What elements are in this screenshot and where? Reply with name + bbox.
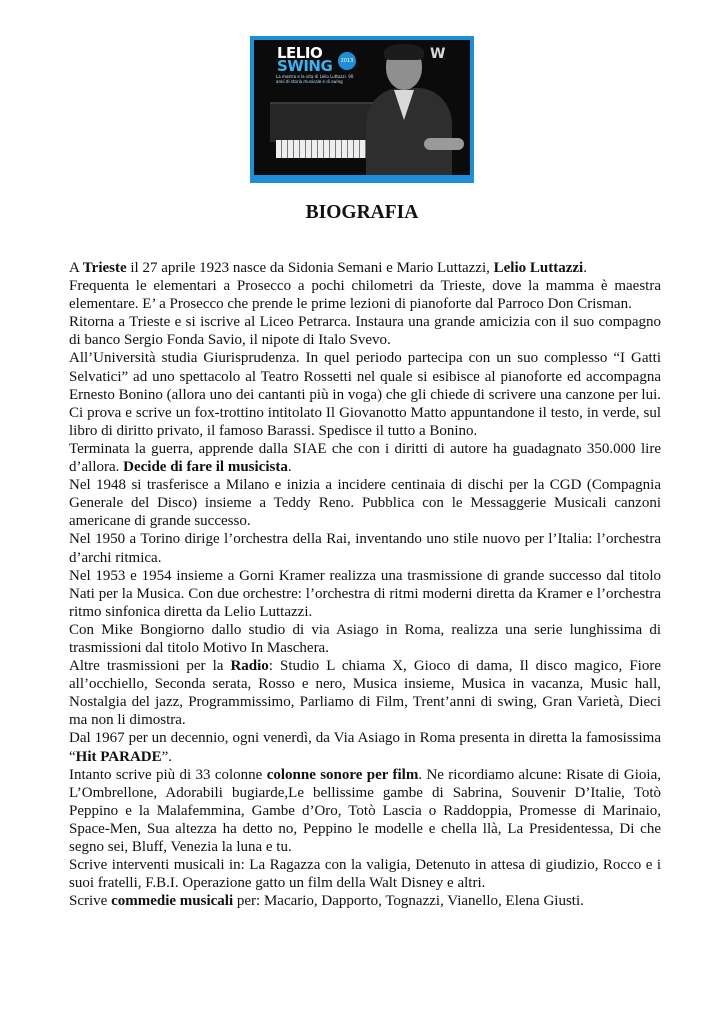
bold-text: Lelio Luttazzi (493, 260, 584, 276)
text-run: . Ne ricordiamo alcune: Risate di Gioia, L’Ombrellone, Adorabili bugiarde,Le bellissime gambe di Sabrina, Souvenir D’Italie, Totò Peppino e la Malafemmina, Gambe d’Oro, Totò Lascia o Raddoppia, Promesse di Marinaio, Space-Men, Sua altezza ha detto no, Peppino le modelle e chella llà, La Presidentessa, Di che segno sei, Bluff, Venezia la luna e tu. (69, 766, 662, 855)
bold-text: Decide di fare il musicista (123, 459, 288, 476)
pianist-hands (424, 138, 464, 150)
logo-swing: SWING (277, 57, 333, 75)
text-run: Frequenta le elementari a Prosecco a pochi chilometri da Trieste, dove la mamma è maestra elementare. E’ a Prosecco che prende le prime lezioni di pianoforte dal Parroco Don Crisman. (69, 278, 661, 313)
text-run: per: Macario, Dapporto, Tognazzi, Vianello, Elena Giusti. (233, 893, 584, 910)
bold-text: Radio (230, 658, 269, 675)
text-run: . (287, 459, 292, 476)
text-run: Dal 1967 per un decennio, ogni venerdì, da Via Asiago in Roma presenta in diretta la famosissima “ (69, 730, 661, 765)
biography-paragraph (69, 313, 661, 349)
header-photo (254, 40, 470, 175)
text-run: Terminata la guerra, apprende dalla SIAE che con i diritti di autore ha guadagnato 350.000 lire d’allora. (69, 440, 661, 476)
text-run: Nel 1950 a Torino dirige l’orchestra della Rai, inventando uno stile nuovo per l’Italia: l’orchestra d’archi ritmica. (69, 531, 661, 566)
text-run: All’Università studia Giurisprudenza. In quel periodo partecipa con un suo complesso “I Gatti Selvatici” ad uno spettacolo al Teatro Rossetti nel quale si esibisce al pianoforte ed accompagna Ernesto Bonino (allora uno dei cantanti più in voga) che gli chiede di scrivere una canzone per lui. Ci prova e scrive un fox-trottino intitolato Il Giovanotto Matto appuntandone il testo, in verde, sul libro di diritto privato, il famoso Barassi. Spedisce il tutto a Bonino. (69, 350, 661, 439)
biography-paragraph (69, 277, 661, 313)
text-run: ”. (161, 748, 173, 765)
text-run: Con Mike Bongiorno dallo studio di via Asiago in Roma, realizza una serie lunghissima di trasmissioni dal titolo Motivo In Maschera. (69, 621, 661, 656)
text-run: Nel 1948 si trasferisce a Milano e inizia a incidere centinaia di dischi per la CGD (Compagnia Generale del Disco) insieme a Teddy Reno. Pubblica con le Messaggerie Musicali canzoni americane di grande successo. (69, 477, 661, 530)
text-run: Altre trasmissioni per la (69, 658, 231, 675)
label-logo: W (430, 46, 446, 62)
bold-text: commedie musicali (111, 893, 234, 910)
year-badge: 2013 (338, 52, 356, 70)
biography-paragraph (69, 440, 661, 476)
text-run: Nel 1953 e 1954 insieme a Gorni Kramer realizza una trasmissione di grande successo dal titolo Nati per la Musica. Con due orchestre: l’orchestra di ritmi moderni diretta da Kramer e l’orchestra ritmo sinfonica diretta da Lelio Luttazzi. (69, 567, 661, 620)
page-title: BIOGRAFIA (305, 202, 419, 223)
text-run: . (583, 260, 587, 276)
header-photo-banner (250, 36, 474, 183)
biography-paragraph (69, 729, 661, 765)
biography-paragraph (69, 657, 661, 729)
biography-paragraph (69, 349, 661, 439)
biography-paragraph (69, 766, 661, 856)
biography-text (69, 259, 661, 910)
text-run: A (69, 260, 83, 276)
biography-paragraph (69, 621, 661, 657)
bold-text: Hit PARADE (75, 748, 162, 765)
text-run: Ritorna a Trieste e si iscrive al Liceo Petrarca. Instaura una grande amicizia con il suo compagno di banco Sergio Fonda Savio, il nipote di Italo Svevo. (69, 314, 661, 349)
banner-bottom-bar (250, 175, 474, 183)
text-run: Scrive (69, 893, 112, 910)
biography-paragraph (69, 476, 661, 530)
bold-text: Trieste (82, 260, 127, 276)
biography-paragraph (69, 856, 661, 892)
pianist-figure (364, 46, 454, 174)
biography-paragraph (69, 259, 661, 277)
text-run: Scrive interventi musicali in: La Ragazza con la valigia, Detenuto in attesa di giudizio, Rocco e i suoi fratelli, F.B.I. Operazione gatto un film della Walt Disney e altri. (69, 857, 661, 892)
text-run: Intanto scrive più di 33 colonne (69, 766, 267, 783)
bold-text: colonne sonore per film (266, 766, 419, 783)
biography-paragraph (69, 892, 661, 910)
biography-paragraph (69, 567, 661, 621)
pianist-hair (384, 44, 424, 60)
text-run: : Studio L chiama X, Gioco di dama, Il disco magico, Fiore all’occhiello, Seconda serata, Rosso e nero, Musica insieme, Musica in vacanza, Music hall, Nostalgia del jazz, Programmissimo, Parliamo di Film, Trent’anni di swing, Gran Varietà, Dieci ma non li dimostra. (69, 658, 661, 729)
logo-lelio: LELIO (277, 44, 323, 62)
logo-tagline: La mostra e la vita di Lelio Luttazzi. 90 anni di storia musicale e di swing (276, 74, 354, 84)
biography-paragraph (69, 530, 661, 566)
text-run: il 27 aprile 1923 nasce da Sidonia Semani e Mario Luttazzi, (126, 260, 494, 276)
